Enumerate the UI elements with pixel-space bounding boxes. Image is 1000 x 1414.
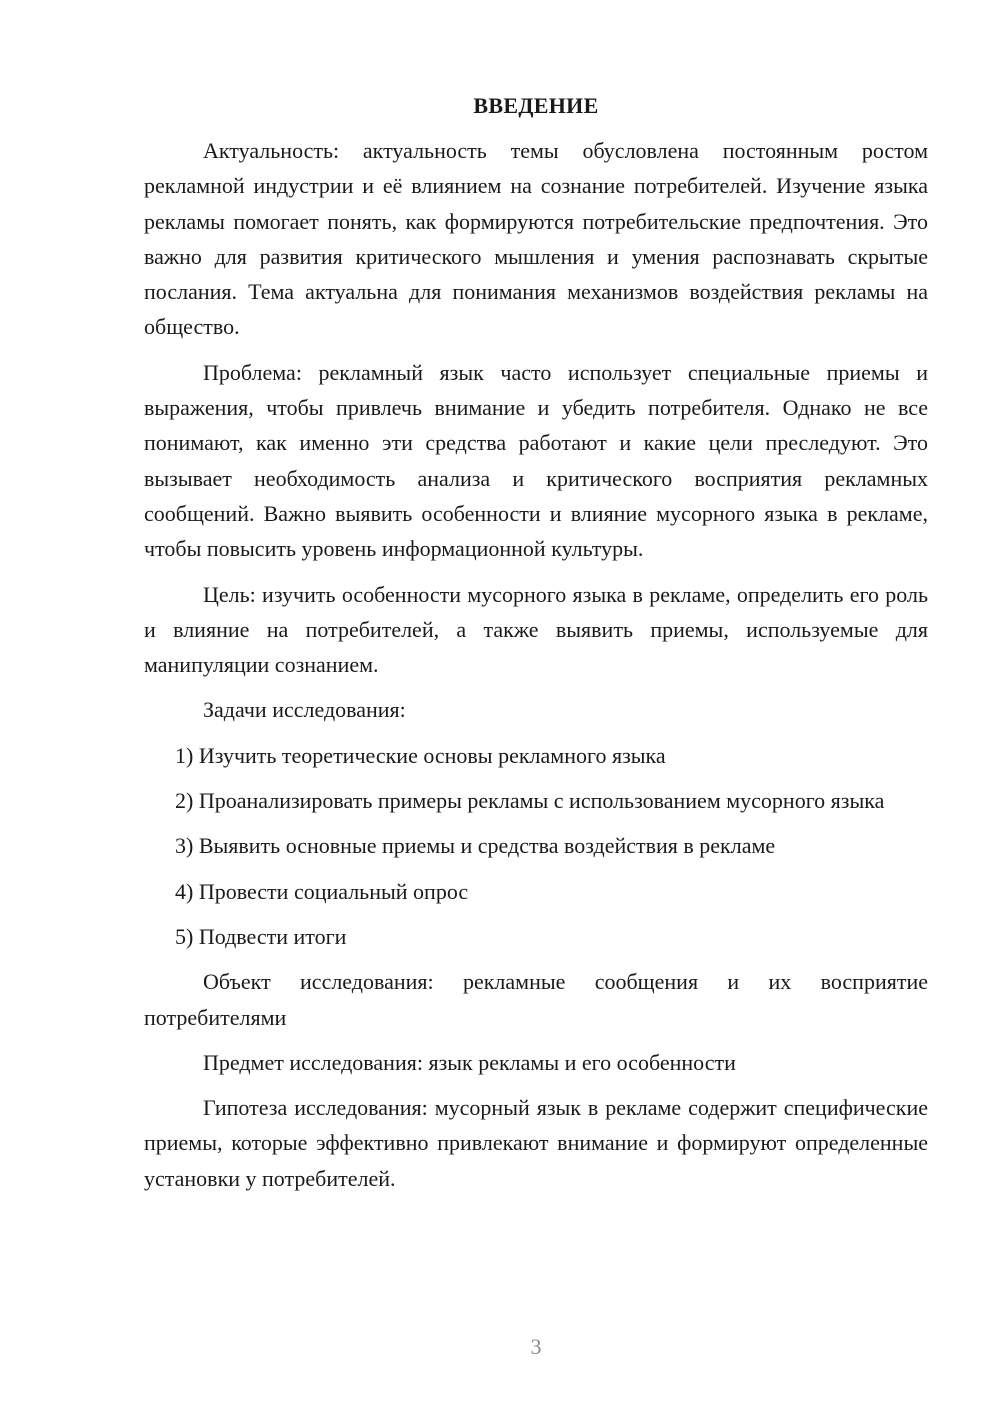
relevance-paragraph: Актуальность: актуальность темы обусловлена постоянным ростом рекламной индустрии и её влиянием на сознание потребителей. Изучение языка рекламы помогает понять, как формируются потребительские предпочтения. Это важно для развития критического мышления и умения распознавать скрытые послания. Тема актуальна для понимания механизмов воздействия рекламы на общество. — [144, 138, 928, 340]
object-paragraph: Объект исследования: рекламные сообщения и их восприятие потребителями — [144, 969, 928, 1030]
task-item-2: 2) Проанализировать примеры рекламы с использованием мусорного языка — [175, 788, 885, 814]
page-content — [144, 88, 928, 1206]
task-item-1: 1) Изучить теоретические основы рекламного языка — [175, 742, 666, 768]
goal-paragraph: Цель: изучить особенности мусорного языка в рекламе, определить его роль и влияние на потребителей, а также выявить приемы, используемые для манипуляции сознанием. — [144, 581, 928, 678]
page-number: 3 — [530, 1334, 542, 1359]
tasks-heading: Задачи исследования: — [203, 697, 406, 723]
task-item-5: 5) Подвести итоги — [175, 923, 347, 949]
hypothesis-paragraph: Гипотеза исследования: мусорный язык в рекламе содержит специфические приемы, которые эффективно привлекают внимание и формируют определенные установки у потребителей. — [144, 1095, 928, 1191]
section-title: ВВЕДЕНИЕ — [473, 93, 599, 118]
subject-paragraph: Предмет исследования: язык рекламы и его особенности — [203, 1049, 736, 1075]
problem-paragraph: Проблема: рекламный язык часто использует специальные приемы и выражения, чтобы привлечь внимание и убедить потребителя. Однако не все понимают, как именно эти средства работают и какие цели преследуют. Это вызывает необходимость анализа и критического восприятия рекламных сообщений. Важно выявить особенности и влияние мусорного языка в рекламе, чтобы повысить уровень информационной культуры. — [144, 359, 928, 562]
task-item-4: 4) Провести социальный опрос — [175, 878, 469, 904]
task-item-3: 3) Выявить основные приемы и средства воздействия в рекламе — [175, 833, 776, 859]
